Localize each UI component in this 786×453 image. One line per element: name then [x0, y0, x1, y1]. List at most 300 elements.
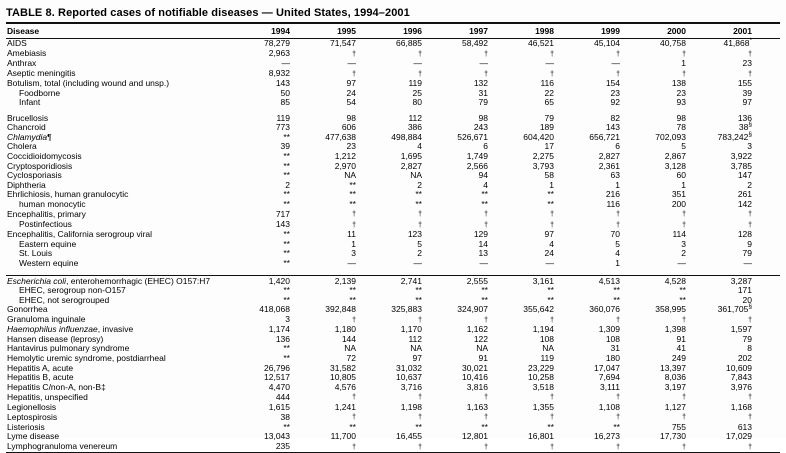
value-cell: ** — [349, 294, 356, 305]
value-cell: 1 — [549, 179, 554, 190]
table-row — [6, 364, 780, 374]
table-row — [6, 259, 780, 269]
value-cell: NA — [410, 343, 422, 354]
value-cell: 1,749 — [466, 151, 488, 162]
not-notifiable-dagger: † — [550, 221, 554, 229]
value-cell: 23,229 — [528, 362, 554, 373]
disease-cell: Encephalitis, primary — [7, 208, 86, 219]
value-cell: 4 — [483, 179, 488, 190]
value-cell: 98 — [478, 112, 488, 123]
not-notifiable-dagger: † — [748, 221, 752, 229]
footnote-symbol: § — [748, 131, 752, 139]
value-cell: 3,111 — [599, 381, 620, 392]
not-notifiable-dagger: † — [748, 316, 752, 324]
disease-cell: Cholera — [7, 141, 37, 152]
value-cell: 79 — [742, 333, 752, 344]
not-notifiable-dagger: † — [352, 221, 356, 229]
value-cell: 3,128 — [664, 160, 686, 171]
disease-cell: Amebiasis — [7, 48, 47, 59]
value-cell: 79 — [544, 112, 554, 123]
value-cell: 1,597 — [730, 324, 752, 335]
disease-cell: Aseptic meningitis — [7, 68, 76, 79]
value-cell: ** — [283, 248, 290, 259]
value-cell: 79 — [742, 248, 752, 259]
value-cell: 477,638 — [325, 131, 356, 142]
value-cell: 116 — [540, 78, 554, 89]
value-cell — [648, 442, 714, 453]
col-header-1997: 1997 — [450, 24, 516, 39]
col-header-1996: 1996 — [384, 24, 450, 39]
value-cell: 17,730 — [660, 431, 686, 442]
disease-cell: Coccidioidomycosis — [7, 151, 82, 162]
value-cell: 9 — [747, 238, 752, 249]
value-cell: 97 — [742, 97, 752, 108]
value-cell: 58,492 — [462, 38, 488, 48]
value-cell: 2,963 — [268, 48, 290, 59]
value-cell: 1,180 — [334, 324, 356, 335]
not-notifiable-dagger: † — [550, 414, 554, 422]
value-cell: 358,995 — [655, 304, 686, 315]
table-row — [6, 98, 780, 108]
value-cell: 324,907 — [457, 304, 488, 315]
value-cell: 773 — [275, 122, 290, 133]
value-cell: 200 — [671, 198, 686, 209]
table-row — [6, 392, 780, 403]
value-cell: 4,576 — [334, 381, 356, 392]
value-cell: 10,805 — [330, 372, 356, 383]
value-cell: 1,212 — [334, 151, 356, 162]
value-cell: 23 — [676, 87, 686, 98]
value-cell: 71,547 — [330, 38, 356, 48]
value-cell: 7,694 — [598, 372, 620, 383]
value-cell: NA — [542, 343, 554, 354]
not-notifiable-dagger: † — [352, 443, 356, 451]
disease-cell: Foodborne — [19, 87, 61, 98]
value-cell: 23 — [742, 58, 752, 69]
disease-name-italic: Haemophilus influenzae — [7, 324, 98, 335]
value-cell — [384, 442, 450, 453]
value-cell: 154 — [605, 78, 620, 89]
value-cell: 72 — [346, 352, 356, 363]
value-cell: 2 — [417, 179, 422, 190]
value-cell: NA — [344, 343, 356, 354]
col-header-1999: 1999 — [582, 24, 648, 39]
disease-name-italic: Escherichia coli — [7, 275, 67, 286]
not-notifiable-dagger: † — [352, 211, 356, 219]
value-cell: 66,885 — [396, 38, 422, 48]
not-notifiable-dagger: † — [418, 70, 422, 78]
value-cell: ** — [349, 179, 356, 190]
value-cell: ** — [283, 170, 290, 181]
value-cell: 93 — [676, 97, 686, 108]
value-cell — [714, 442, 780, 453]
value-cell: 132 — [473, 78, 488, 89]
value-cell: 119 — [408, 78, 422, 89]
value-cell: 656,721 — [589, 131, 620, 142]
value-cell: ** — [547, 421, 554, 432]
not-notifiable-dagger: † — [484, 316, 488, 324]
disease-cell: EHEC, not serogrouped — [19, 294, 110, 305]
value-cell: 94 — [478, 170, 488, 181]
value-cell: 361,705§ — [717, 303, 752, 315]
not-notifiable-dagger: † — [748, 414, 752, 422]
value-cell: 6 — [615, 141, 620, 152]
not-notifiable-dagger: † — [484, 394, 488, 402]
value-cell: 92 — [610, 97, 620, 108]
table-row — [6, 171, 780, 181]
col-header-1994: 1994 — [252, 24, 318, 39]
value-cell: 243 — [473, 122, 488, 133]
value-cell: 604,420 — [523, 131, 554, 142]
notifiable-diseases-table — [6, 24, 780, 453]
value-cell: NA — [476, 343, 488, 354]
value-cell: 8,932 — [268, 68, 290, 79]
disease-cell: St. Louis — [19, 248, 53, 259]
value-cell: 112 — [408, 112, 422, 123]
value-cell — [450, 209, 516, 220]
disease-cell: Brucellosis — [7, 112, 49, 123]
value-cell: 143 — [275, 219, 290, 230]
value-cell: 10,258 — [528, 372, 554, 383]
table-row — [6, 403, 780, 413]
value-cell: 498,884 — [391, 131, 422, 142]
value-cell: 4 — [549, 238, 554, 249]
value-cell: 45,104 — [594, 38, 620, 48]
disease-cell: Eastern equine — [19, 238, 77, 249]
footnote-symbol: § — [748, 121, 752, 129]
table-row — [6, 114, 780, 124]
value-cell: 17,029 — [726, 431, 752, 442]
value-cell: 46,521 — [528, 38, 554, 48]
value-cell: 78,279 — [264, 38, 290, 48]
value-cell: 23 — [346, 141, 356, 152]
not-notifiable-dagger: † — [418, 211, 422, 219]
value-cell: ** — [283, 352, 290, 363]
value-cell: 1,398 — [664, 324, 686, 335]
value-cell: 39 — [742, 87, 752, 98]
value-cell: 1 — [615, 258, 620, 269]
disease-cell: Botulism, total (including wound and unsp.) — [7, 78, 170, 89]
disease-cell: Diphtheria — [7, 179, 46, 190]
value-cell: 114 — [672, 229, 686, 240]
value-cell: 138 — [671, 78, 686, 89]
value-cell: 1,198 — [400, 401, 422, 412]
value-cell: 143 — [275, 78, 290, 89]
value-cell: 97 — [412, 352, 422, 363]
value-cell: — — [347, 58, 356, 69]
value-cell: 444 — [275, 391, 290, 402]
value-cell: 91 — [478, 352, 488, 363]
not-notifiable-dagger: † — [682, 50, 686, 58]
value-cell: 2,827 — [400, 160, 422, 171]
disease-cell: Escherichia coli, enterohemorrhagic (EHEC) O157:H7 — [6, 275, 252, 286]
header-row — [6, 24, 780, 39]
value-cell: 11 — [347, 229, 356, 240]
disease-cell: Hemolytic uremic syndrome, postdiarrheal — [7, 352, 166, 363]
not-notifiable-dagger: † — [748, 50, 752, 58]
value-cell: 3 — [747, 141, 752, 152]
value-cell — [582, 209, 648, 220]
value-cell — [516, 442, 582, 453]
table-row — [6, 230, 780, 240]
value-cell: 613 — [737, 421, 752, 432]
not-notifiable-dagger: † — [748, 443, 752, 451]
value-cell: 13,043 — [264, 431, 290, 442]
value-cell: ** — [283, 189, 290, 200]
disease-cell: Chlamydia¶ — [7, 131, 52, 142]
value-cell: ** — [283, 285, 290, 296]
col-header-2000: 2000 — [648, 24, 714, 39]
disease-cell: Granuloma inguinale — [7, 314, 86, 325]
not-notifiable-dagger: † — [616, 211, 620, 219]
value-cell: 1,615 — [268, 401, 290, 412]
value-cell: 123 — [407, 229, 422, 240]
value-cell: ** — [415, 285, 422, 296]
table-row — [6, 49, 780, 60]
value-cell: 16,801 — [528, 431, 554, 442]
disease-cell: Encephalitis, California serogroup viral — [7, 229, 153, 240]
value-cell: 3,793 — [532, 160, 554, 171]
disease-cell: Cryptosporidiosis — [7, 160, 73, 171]
value-cell: ** — [481, 294, 488, 305]
value-cell: ** — [547, 198, 554, 209]
value-cell: ** — [283, 151, 290, 162]
value-cell: 3,922 — [730, 151, 752, 162]
value-cell: 13 — [478, 248, 488, 259]
table-row — [6, 59, 780, 69]
not-notifiable-dagger: † — [418, 414, 422, 422]
value-cell: 143 — [605, 122, 620, 133]
value-cell: 41,868* — [723, 37, 752, 48]
value-cell: 31,582 — [330, 362, 356, 373]
value-cell: 2 — [417, 248, 422, 259]
table-body — [6, 39, 780, 453]
value-cell: 1,170 — [400, 324, 422, 335]
value-cell: 1,127 — [664, 401, 686, 412]
value-cell: ** — [613, 421, 620, 432]
value-cell: 2 — [285, 179, 290, 190]
value-cell: ** — [283, 160, 290, 171]
value-cell: 65 — [544, 97, 554, 108]
value-cell: 136 — [275, 333, 290, 344]
value-cell: 38§ — [738, 121, 752, 133]
value-cell: 60 — [676, 170, 686, 181]
value-cell: 91 — [676, 333, 686, 344]
value-cell: 3,716 — [400, 381, 422, 392]
value-cell: ** — [613, 285, 620, 296]
value-cell: ** — [349, 285, 356, 296]
value-cell: 235 — [275, 441, 290, 452]
value-cell: 3,197 — [664, 381, 686, 392]
value-cell: 5 — [615, 238, 620, 249]
value-cell: 50 — [280, 87, 290, 98]
not-notifiable-dagger: † — [616, 414, 620, 422]
value-cell: — — [413, 58, 422, 69]
value-cell: 142 — [737, 198, 752, 209]
table-title: TABLE 8. Reported cases of notifiable diseases — United States, 1994–2001 — [6, 5, 780, 24]
table-row — [6, 209, 780, 220]
table-row — [6, 432, 780, 442]
value-cell: 1,108 — [598, 401, 620, 412]
value-cell: 418,068 — [259, 304, 290, 315]
value-cell: ** — [283, 258, 290, 269]
value-cell: 119 — [540, 352, 554, 363]
disease-cell: Haemophilus influenzae, invasive — [7, 324, 134, 335]
value-cell: 108 — [605, 333, 620, 344]
value-cell: 40,758 — [660, 38, 686, 48]
not-notifiable-dagger: † — [550, 443, 554, 451]
disease-cell: EHEC, serogroup non-O157 — [19, 285, 126, 296]
value-cell: 78 — [676, 122, 686, 133]
value-cell: 1,355 — [532, 401, 554, 412]
value-cell: 2,275 — [532, 151, 554, 162]
value-cell: 392,848 — [325, 304, 356, 315]
disease-cell: Hepatitis C/non-A, non-B‡ — [7, 381, 106, 392]
disease-cell: Cyclosporiasis — [7, 170, 62, 181]
value-cell: ** — [547, 285, 554, 296]
value-cell: 122 — [473, 333, 488, 344]
table-row — [6, 412, 780, 423]
value-cell — [648, 209, 714, 220]
not-notifiable-dagger: † — [682, 221, 686, 229]
value-cell: 4,528 — [648, 275, 714, 286]
value-cell: 2,970 — [334, 160, 356, 171]
table-row — [6, 442, 780, 453]
table-row — [6, 325, 780, 335]
disease-cell: Infant — [19, 97, 41, 108]
value-cell: 12,801 — [462, 431, 488, 442]
table-row — [6, 286, 780, 296]
value-cell: — — [545, 58, 554, 69]
value-cell: — — [281, 58, 290, 69]
not-notifiable-dagger: † — [484, 70, 488, 78]
value-cell: 4,513 — [582, 275, 648, 286]
value-cell: ** — [481, 421, 488, 432]
value-cell: 1,163 — [466, 401, 488, 412]
value-cell: ** — [613, 294, 620, 305]
value-cell: 3,785 — [730, 160, 752, 171]
value-cell: — — [677, 258, 686, 269]
value-cell: 20 — [742, 294, 752, 305]
value-cell: 136 — [737, 112, 752, 123]
value-cell: 31 — [610, 343, 620, 354]
value-cell: — — [611, 58, 620, 69]
value-cell: NA — [344, 170, 356, 181]
value-cell: 755 — [671, 421, 686, 432]
table-row — [6, 383, 780, 393]
disease-cell: Ehrlichiosis, human granulocytic — [7, 189, 129, 200]
not-notifiable-dagger: † — [418, 394, 422, 402]
disease-cell: human monocytic — [19, 198, 86, 209]
value-cell: ** — [481, 198, 488, 209]
value-cell: ** — [679, 294, 686, 305]
not-notifiable-dagger: † — [616, 50, 620, 58]
value-cell: 17 — [544, 141, 554, 152]
value-cell: NA — [410, 170, 422, 181]
not-notifiable-dagger: † — [616, 221, 620, 229]
value-cell: 783,242§ — [717, 131, 752, 142]
disease-cell: Hepatitis B, acute — [7, 372, 74, 383]
value-cell — [384, 209, 450, 220]
table-row — [6, 240, 780, 250]
value-cell: 31,032 — [396, 362, 422, 373]
value-cell: 2 — [747, 179, 752, 190]
value-cell: ** — [481, 189, 488, 200]
value-cell: 70 — [610, 229, 620, 240]
table-row — [6, 79, 780, 89]
value-cell: 216 — [605, 189, 620, 200]
not-notifiable-dagger: † — [352, 316, 356, 324]
table-row — [6, 190, 780, 200]
not-notifiable-dagger: † — [682, 211, 686, 219]
not-notifiable-dagger: † — [418, 316, 422, 324]
value-cell: 116 — [606, 198, 620, 209]
value-cell: 355,642 — [523, 304, 554, 315]
value-cell: 14 — [478, 238, 488, 249]
value-cell: 1,168 — [730, 401, 752, 412]
value-cell: 3,976 — [730, 381, 752, 392]
disease-cell: Hepatitis, unspecified — [7, 391, 88, 402]
value-cell: ** — [283, 343, 290, 354]
value-cell: 13,397 — [660, 362, 686, 373]
value-cell: 4,470 — [268, 381, 290, 392]
not-notifiable-dagger: † — [484, 50, 488, 58]
value-cell: 1 — [351, 238, 356, 249]
value-cell: 5 — [417, 238, 422, 249]
value-cell: ** — [349, 189, 356, 200]
value-cell: 249 — [671, 352, 686, 363]
value-cell: 2,827 — [598, 151, 620, 162]
not-notifiable-dagger: † — [352, 394, 356, 402]
value-cell: 10,416 — [462, 372, 488, 383]
value-cell: 16,455 — [396, 431, 422, 442]
value-cell: 1,695 — [400, 151, 422, 162]
value-cell: 22 — [544, 87, 554, 98]
value-cell: 360,076 — [589, 304, 620, 315]
value-cell: 7,843 — [730, 372, 752, 383]
value-cell: 2 — [681, 248, 686, 259]
value-cell: ** — [481, 285, 488, 296]
value-cell: 1 — [681, 179, 686, 190]
value-cell — [318, 209, 384, 220]
not-notifiable-dagger: † — [616, 316, 620, 324]
value-cell: 1,194 — [532, 324, 554, 335]
disease-cell: Western equine — [19, 258, 79, 269]
value-cell: 63 — [610, 170, 620, 181]
value-cell: 4 — [615, 248, 620, 259]
value-cell — [450, 442, 516, 453]
value-cell: 128 — [737, 229, 752, 240]
table-header — [6, 24, 780, 39]
disease-cell: Legionellosis — [7, 401, 57, 412]
value-cell: ** — [283, 294, 290, 305]
not-notifiable-dagger: † — [484, 221, 488, 229]
value-cell: 98 — [676, 112, 686, 123]
not-notifiable-dagger: † — [484, 211, 488, 219]
table-row — [6, 152, 780, 162]
not-notifiable-dagger: † — [418, 443, 422, 451]
not-notifiable-dagger: † — [748, 211, 752, 219]
not-notifiable-dagger: † — [550, 211, 554, 219]
value-cell: 82 — [610, 112, 620, 123]
value-cell: 1 — [615, 179, 620, 190]
value-cell: 11,700 — [330, 431, 356, 442]
value-cell: 3 — [351, 248, 356, 259]
disease-cell: Hepatitis A, acute — [7, 362, 74, 373]
value-cell: 26,796 — [264, 362, 290, 373]
col-header-1998: 1998 — [516, 24, 582, 39]
value-cell: 119 — [276, 112, 290, 123]
